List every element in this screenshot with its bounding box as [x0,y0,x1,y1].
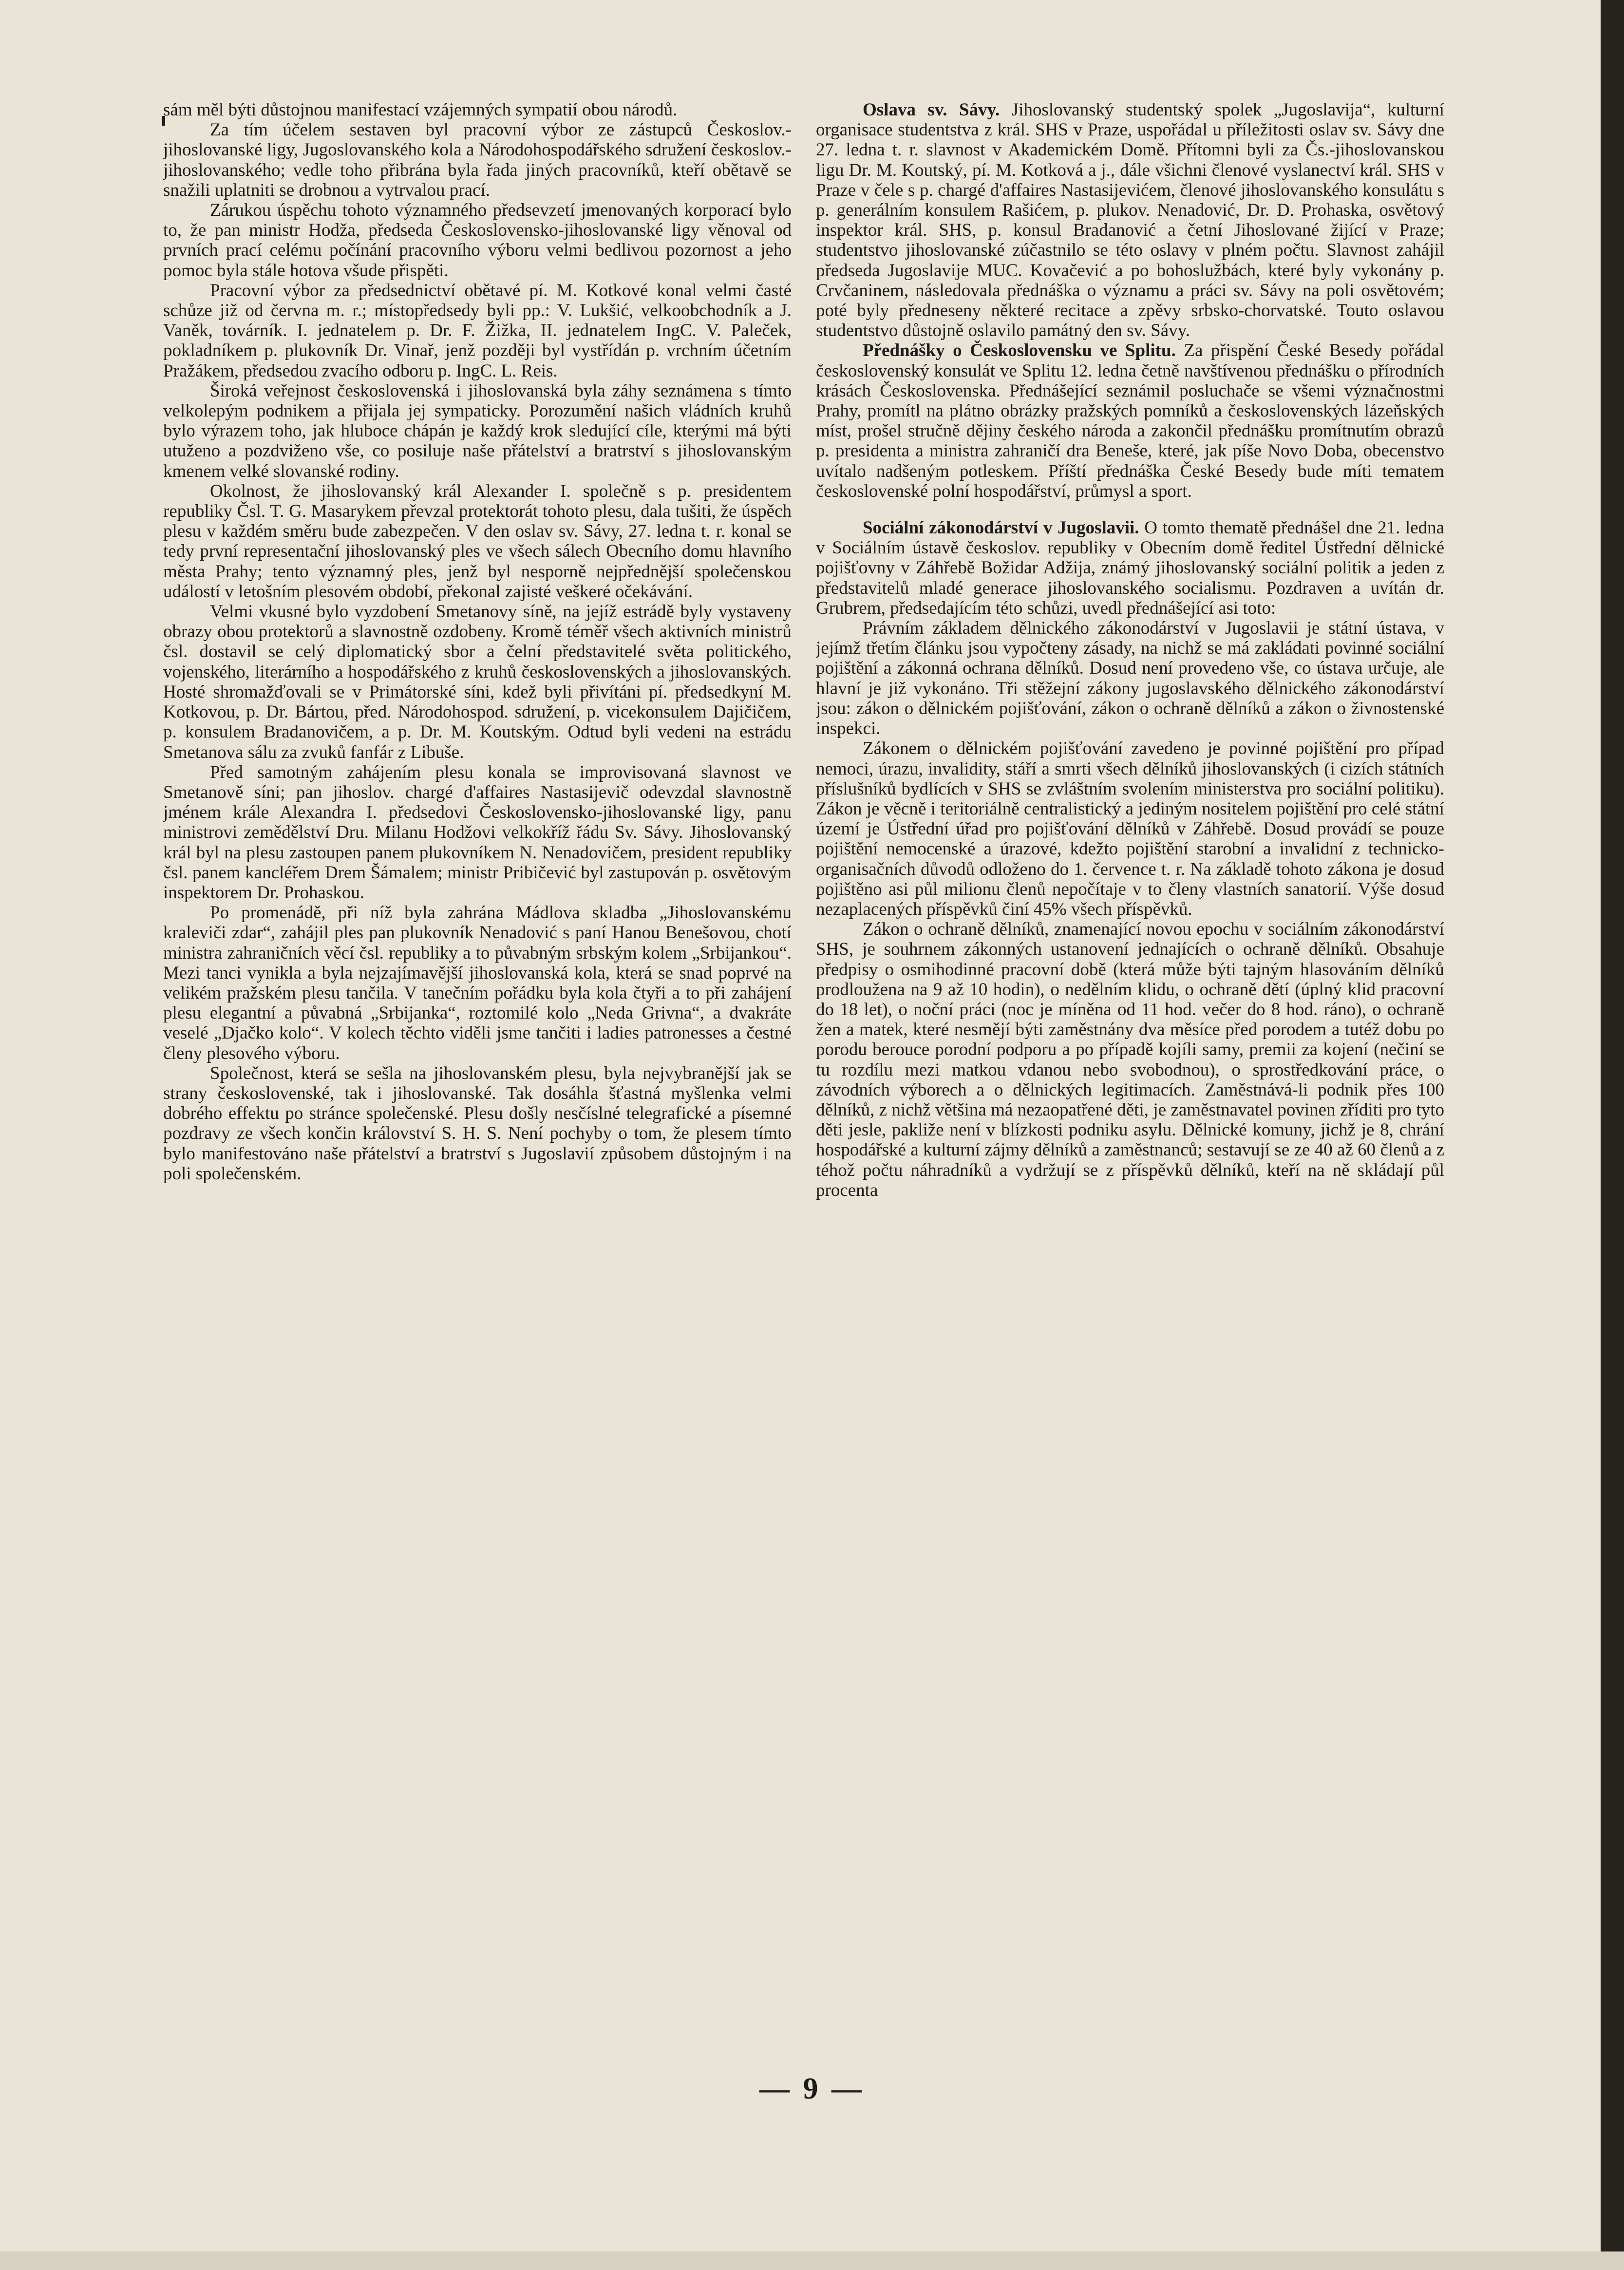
paragraph: Za tím účelem sestaven byl pracovní výbor ze zástupců Českoslov.-jihoslovanské ligy, Jugoslovanského kola a Národohospodářského sdružení českoslov.-jihoslovanského; vedle toho přibrána byla řada jiných pracovníků, kteří obětavě se snažili uplatniti se drobnou a vytrvalou prací. [163,120,792,200]
article-split [816,340,1444,501]
right-column [816,100,1444,2068]
scan-edge-right [1601,0,1624,2270]
paragraph: Zákon o ochraně dělníků, znamenající novou epochu v sociálním zákonodárství SHS, je souhrnem zákonných ustanovení jednajících o ochraně dělníků. Obsahuje předpisy o osmihodinné pracovní době (která může býti tajným hlasováním dělníků prodloužena na 9 až 10 hodin), o nedělním klidu, o ochraně dětí (úplný klid pracovní do 18 let), o noční práci (noc je míněna od 11 hod. večer do 8 hod. ráno), o ochraně žen a matek, které nesmějí býti zaměstnány dva měsíce před porodem a tutéž dobu po porodu berouce porodní podporu a po případě kojíli samy, premii za kojení (nečiní se tu rozdílu mezi matkou vdanou nebo svobodnou), o sprostředkování práce, o závodních výborech a o dělnických legitimacích. Zaměstnává-li podnik přes 100 dělníků, z nichž většina má nezaopatřené děti, je zaměstnavatel povinen zříditi pro tyto děti jesle, pakliže není v blízkosti podniku asylu. Dělnické komuny, jichž je 8, chrání hospodářské a kulturní zájmy dělníků a zaměstnanců; sestavují se ze 40 až 60 členů a z téhož počtu náhradníků a vydržují se z příspěvků dělníků, kteří na ně skládají půl procenta [816,919,1444,1200]
left-column [163,100,792,2068]
paragraph: sám měl býti důstojnou manifestací vzájemných sympatií obou národů. [163,100,678,120]
page-number: — 9 — [759,2072,865,2105]
article-text: Za přispění České Besedy pořádal československý konsulát ve Splitu 12. ledna četně navštívenou přednášku o přírodních krásách Československa. Přednášející seznámil posluchače se všemi význačnostmi Prahy, promítl na plátno obrázky pražských pomníků a československých lázeňských míst, prošel stručně dějiny českého národa a zakončil přednášku promítnutím obrazů p. presidenta a ministra zahraničí dra Beneše, které, jak píše Novo Doba, obecenstvo uvítalo nadšeným potleskem. Příští přednáška České Besedy bude míti tematem československé polní hospodářství, průmysl a sport. [816,340,1444,501]
paragraph: Okolnost, že jihoslovanský král Alexander I. společně s p. presidentem republiky Čsl. T. G. Masarykem převzal protektorát tohoto plesu, dala tušiti, že úspěch plesu v každém směru bude zabezpečen. V den oslav sv. Sávy, 27. ledna t. r. konal se tedy první representační jihoslovanský ples ve všech sálech Obecního domu hlavního města Prahy; tento významný ples, jenž byl nesporně nejpřednější společenskou událostí v letošním plesovém období, překonal zajisté veškeré očekávání. [163,481,792,602]
paragraph: Zákonem o dělnickém pojišťování zavedeno je povinné pojištění pro případ nemoci, úrazu, invalidity, stáří a smrti všech dělníků jihoslovanských (i cizích státních příslušníků bydlících v SHS se zvláštním svolením ministerstva pro sociální politiku). Zákon je věcně i teritoriálně centralistický a jediným nositelem pojištění pro celé státní území je Ústřední úřad pro pojišťování dělníků v Záhřebě. Dosud provádí se pouze pojištění nemocenské a úrazové, kdežto pojištění starobní a invalidní z technicko-organisačních důvodů odloženo do 1. července t. r. Na základě tohoto zákona je dosud pojištěno asi půl milionu členů nepočítaje v to členy vlastních sanatorií. Výše dosud nezaplacených příspěvků činí 45% všech příspěvků. [816,738,1444,919]
article-text: O tomto thematě přednášel dne 21. ledna v Sociálním ústavě českoslov. republiky v Obecním domě ředitel Ústřední dělnické pojišťovny v Záhřebě Božidar Adžija, známý jihoslovanský sociální politik a jeden z představitelů mladé generace jihoslovanského socialismu. Pozdraven a uvítán dr. Grubrem, předsedajícím této schůzi, uvedl přednášející asi toto: [816,518,1444,618]
paragraph: Po promenádě, při níž byla zahrána Mádlova skladba „Jihoslovanskému kraleviči zdar“, zahájil ples pan plukovník Nenadović s paní Hanou Benešovou, chotí ministra zahraničních věcí čsl. republiky a to půvabným srbským kolem „Srbijankou“. Mezi tanci vynikla a byla nejzajímavější jihoslovanská kola, která se snad poprvé na velikém pražském plesu tančila. V tanečním pořádku byla kola čtyři a to při zahájení plesu elegantní a půvabná „Srbijanka“, roztomilé kolo „Neda Grivna“, a dvakráte veselé „Djačko kolo“. V kolech těchto viděli jsme tančiti i ladies patronesses a čestné členy plesového výboru. [163,903,792,1063]
scan-edge-bottom [0,2251,1624,2270]
article-text: Jihoslovanský studentský spolek „Jugoslavija“, kulturní organisace studentstva z král. SHS v Praze, uspořádal u příležitosti oslav sv. Sávy dne 27. ledna t. r. slavnost v Akademickém Domě. Přítomni byli za Čs.-jihoslovanskou ligu Dr. M. Koutský, pí. M. Kotková a j., dále všichni členové vyslanectví král. SHS v Praze v čele s p. chargé d'affaires Nastasijevićem, členové jihoslovanského konsulátu s p. generálním konsulem Rašićem, p. plukov. Nenadović, Dr. D. Prohaska, osvětový inspektor král. SHS, p. konsul Bradanović a četní Jihoslované žijící v Praze; studentstvo jihoslovanské zúčastnilo se této oslavy v plném počtu. Slavnost zahájil předseda Jugoslavije MUC. Kovačević a po bohoslužbách, které byly vykonány p. Crvčaninem, následovala přednáška o významu a práci sv. Sávy na poli osvětovém; poté byly předneseny některé recitace a zpěvy srbsko-chorvatské. Touto oslavou studentstvo důstojně oslavilo památný den sv. Sávy. [816,100,1444,341]
paragraph: Před samotným zahájením plesu konala se improvisovaná slavnost ve Smetanově síni; pan jihoslov. chargé d'affaires Nastasijevič odevzdal slavnostně jménem krále Alexandra I. předsedovi Československo-jihoslovanské ligy, panu ministrovi zemědělství Dru. Milanu Hodžovi velkokříž řádu Sv. Sávy. Jihoslovanský král byl na plesu zastoupen panem plukovníkem N. Nenadovičem, president republiky čsl. panem kancléřem Drem Šámalem; ministr Pribičević byl zastupován p. osvětovým inspektorem Dr. Prohaskou. [163,762,792,903]
article-sava [816,100,1444,340]
paragraph: Zárukou úspěchu tohoto významného předsevzetí jmenovaných korporací bylo to, že pan ministr Hodža, předseda Československo-jihoslovanské ligy věnoval od prvních prací celému počínání pracovního výboru velmi bedlivou pozornost a jeho pomoc byla stále hotova všude přispěti. [163,200,792,281]
article-social [816,518,1444,618]
article-heading: Přednášky o Československu ve Splitu. [863,340,1176,361]
paragraph: Právním základem dělnického zákonodárství v Jugoslavii je státní ústava, v jejímž třetím článku jsou vypočteny zásady, na nichž se má zakládati povinné sociální pojištění a zákonná ochrana dělníků. Dosud není provedeno vše, co ústava určuje, ale hlavní je již vykonáno. Tři stěžejní zákony jugoslavského dělnického zákonodárství jsou: zákon o dělnickém pojišťování, zákon o ochraně dělníků a zákon o živnostenské inspekci. [816,618,1444,739]
article-heading: Sociální zákonodárství v Jugoslavii. [863,518,1139,538]
paragraph: Pracovní výbor za předsednictví obětavé pí. M. Kotkové konal velmi časté schůze již od června m. r.; místopředsedy byli pp.: V. Lukšić, velkoobchodník a J. Vaněk, továrník. I. jednatelem p. Dr. F. Žižka, II. jednatelem IngC. V. Paleček, pokladníkem p. plukovník Dr. Vinař, jenž později byl vystřídán p. vrchním účetním Pražákem, předsedou zvacího odboru p. IngC. L. Reis. [163,280,792,381]
paragraph: Široká veřejnost československá i jihoslovanská byla záhy seznámena s tímto velkolepým podnikem a přijala jej sympaticky. Porozumění našich vládních kruhů bylo výrazem toho, jak hluboce chápán je každý krok sledující cíle, kterými má býti utuženo a pozdviženo vše, co posiluje naše přátelství a bratrství s jihoslovanským kmenem velké slovanské rodiny. [163,380,792,481]
article-heading: Oslava sv. Sávy. [863,100,1000,120]
paragraph: Velmi vkusné bylo vyzdobení Smetanovy síně, na jejíž estrádě byly vystaveny obrazy obou protektorů a slavnostně ozdobeny. Kromě téměř všech aktivních ministrů čsl. dostavil se celý diplomatický sbor a čelní představitelé světa politického, vojenského, literárního a hospodářského z kruhů československých a jihoslovanských. Hosté shromažďovali se v Primátorské síni, kdež byli přivítáni pí. předsedkyní M. Kotkovou, p. Dr. Bártou, před. Národohospod. sdružení, p. vicekonsulem Dajičičem, p. konsulem Bradanovičem, a p. Dr. M. Koutským. Odtud byli vedeni na estrádu Smetanova sálu za zvuků fanfár z Libuše. [163,602,792,762]
paragraph: Společnost, která se sešla na jihoslovanském plesu, byla nejvybranější jak se strany československé, tak i jihoslovanské. Tak dosáhla šťastná myšlenka velmi dobrého effektu po stránce společenské. Plesu došly nesčíslné telegrafické a písemné pozdravy ze všech končin království S. H. S. Není pochyby o tom, že plesem tímto bylo manifestováno naše přátelství a bratrství s Jugoslavií způsobem důstojným i na poli společenském. [163,1063,792,1184]
